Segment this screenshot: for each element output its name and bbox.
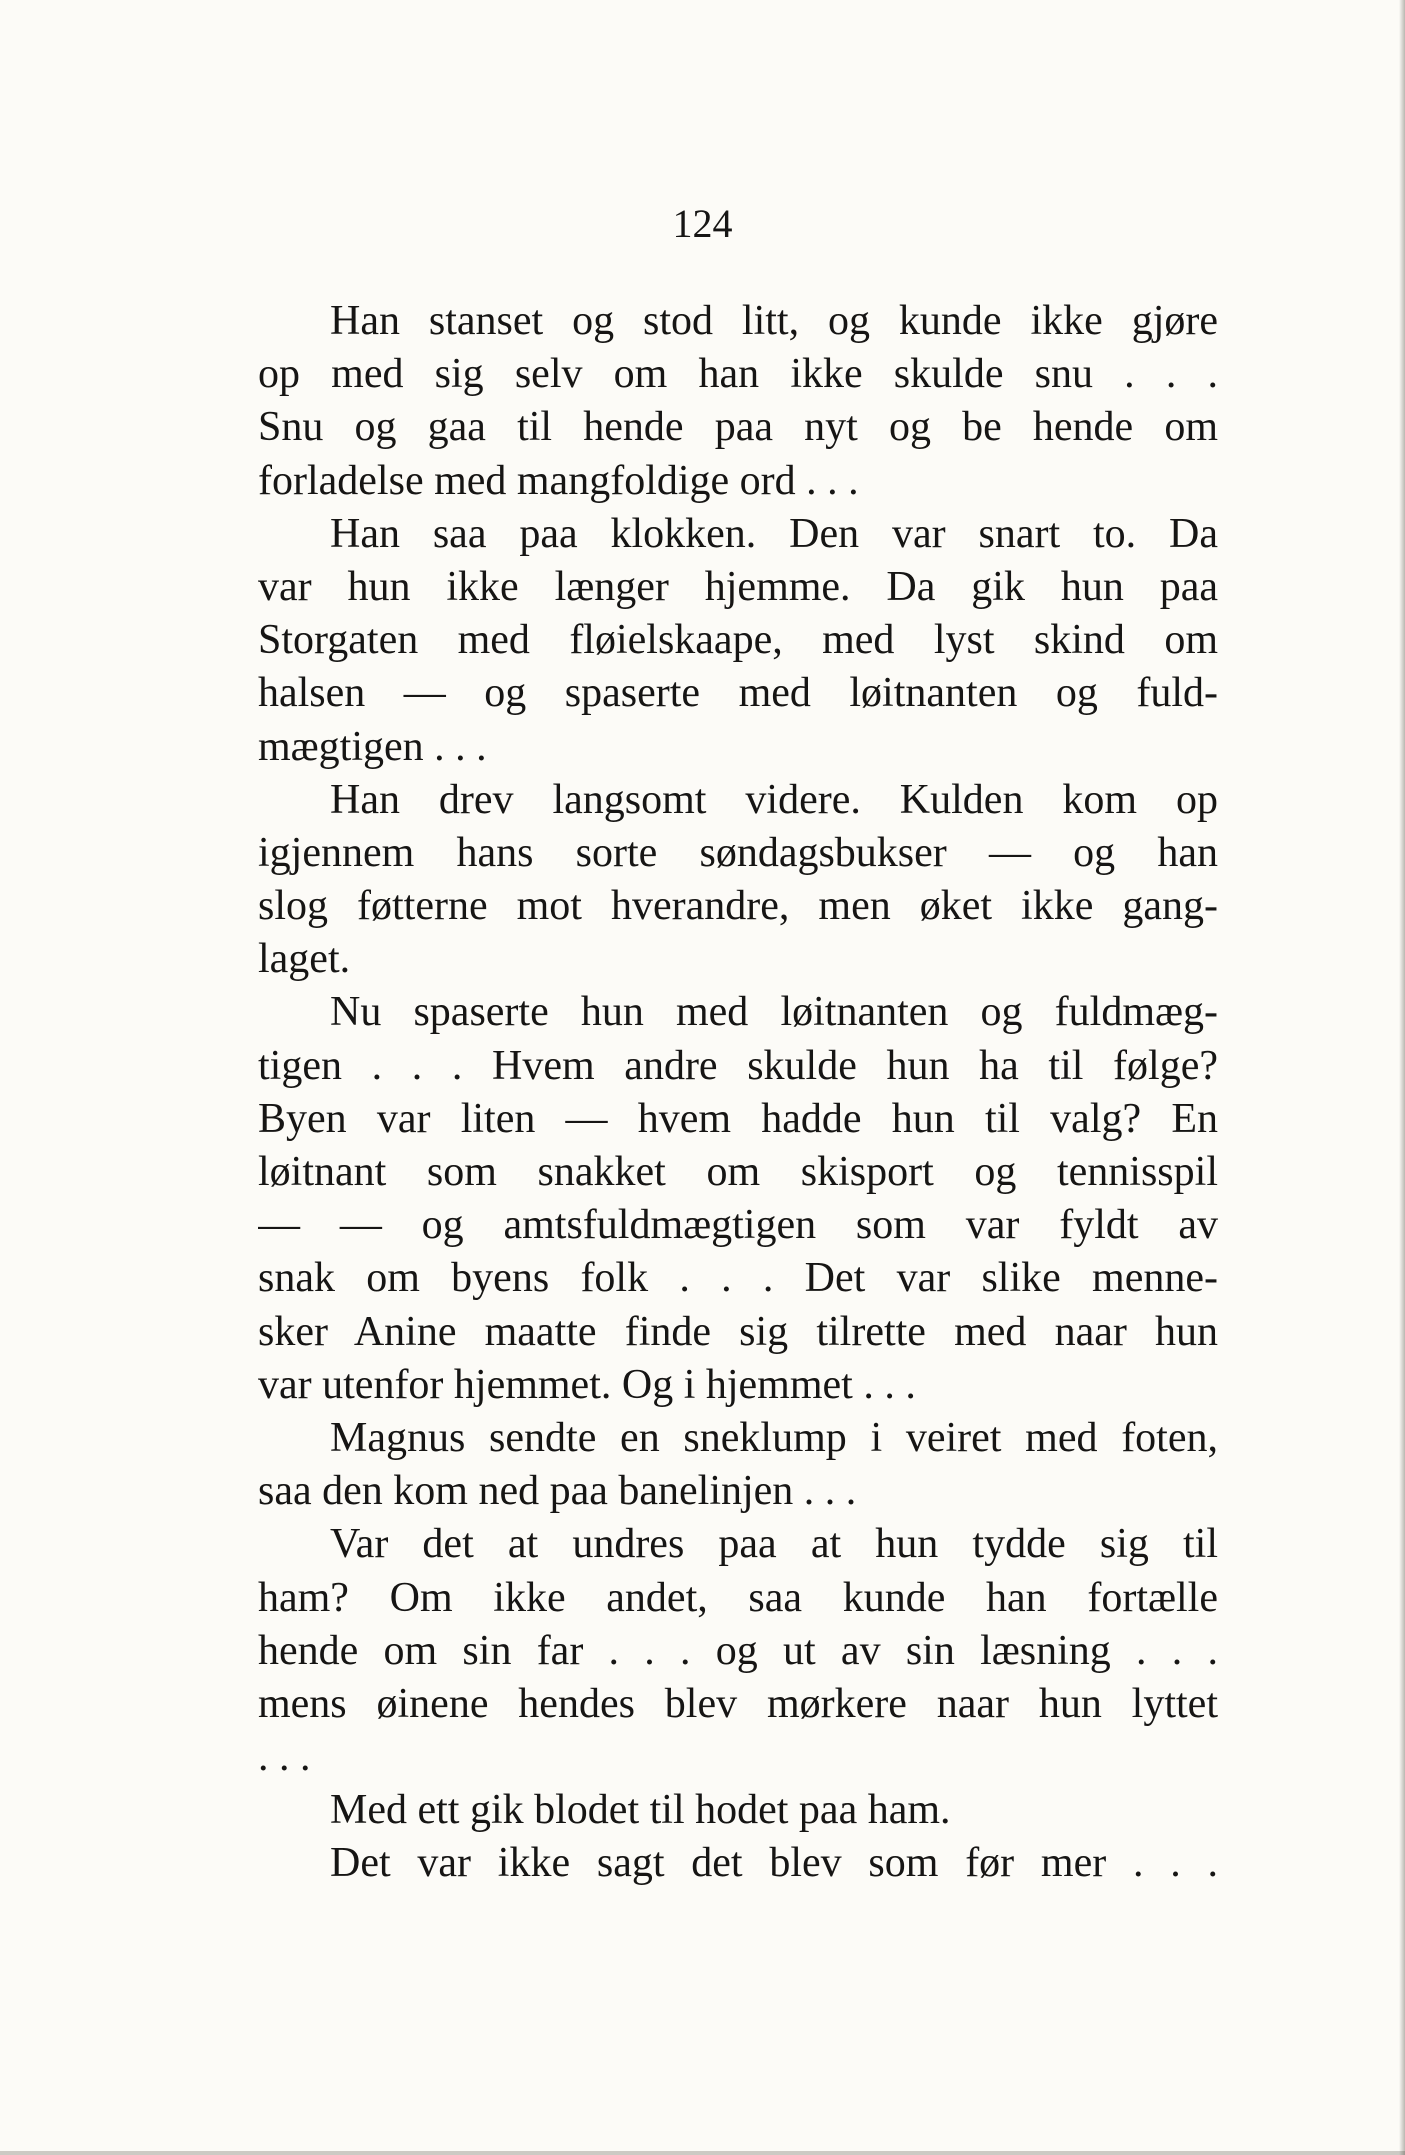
text-line: snak om byens folk . . . Det var slike menne- <box>258 1255 1218 1302</box>
text-line: Med ett gik blodet til hodet paa ham. <box>330 1787 951 1834</box>
text-line: forladelse med mangfoldige ord . . . <box>258 457 859 504</box>
text-line: mægtigen . . . <box>258 723 487 770</box>
text-line: Var det at undres paa at hun tydde sig til <box>330 1521 1218 1568</box>
text-line: halsen — og spaserte med løitnanten og fuld- <box>258 670 1218 717</box>
text-line: hende om sin far . . . og ut av sin læsning . . . <box>258 1627 1218 1674</box>
text-line: sker Anine maatte finde sig tilrette med naar hun <box>258 1308 1218 1355</box>
text-line: Han saa paa klokken. Den var snart to. Da <box>330 510 1218 557</box>
page-edge-shadow-bottom <box>0 2151 1405 2155</box>
text-line: slog føtterne mot hverandre, men øket ikke gang- <box>258 883 1218 930</box>
text-line: Byen var liten — hvem hadde hun til valg? En <box>258 1095 1218 1142</box>
text-line: Det var ikke sagt det blev som før mer . . . <box>330 1840 1218 1887</box>
text-line: tigen . . . Hvem andre skulde hun ha til følge? <box>258 1042 1218 1089</box>
text-line: igjennem hans sorte søndagsbukser — og han <box>258 829 1218 876</box>
text-line: . . . <box>258 1734 311 1781</box>
text-line: saa den kom ned paa banelinjen . . . <box>258 1468 857 1515</box>
text-line: laget. <box>258 936 351 983</box>
body-text <box>258 295 1218 1891</box>
text-line: Storgaten med fløielskaape, med lyst skind om <box>258 617 1218 664</box>
text-line: Han stanset og stod litt, og kunde ikke gjøre <box>330 298 1218 344</box>
page-edge-shadow <box>1399 0 1405 2155</box>
text-line: var utenfor hjemmet. Og i hjemmet . . . <box>258 1361 916 1408</box>
text-line: Snu og gaa til hende paa nyt og be hende om <box>258 404 1218 451</box>
page-number: 124 <box>672 201 733 246</box>
text-line: mens øinene hendes blev mørkere naar hun lyttet <box>258 1680 1218 1727</box>
text-line: op med sig selv om han ikke skulde snu . . . <box>258 351 1218 398</box>
text-line: var hun ikke længer hjemme. Da gik hun paa <box>258 563 1218 610</box>
text-line: Han drev langsomt videre. Kulden kom op <box>330 776 1218 823</box>
text-line: Nu spaserte hun med løitnanten og fuldmæg- <box>330 989 1218 1036</box>
text-line: — — og amtsfuldmægtigen som var fyldt av <box>258 1202 1218 1249</box>
text-line: ham? Om ikke andet, saa kunde han fortælle <box>258 1574 1218 1621</box>
text-line: Magnus sendte en sneklump i veiret med foten, <box>330 1414 1218 1461</box>
text-line: løitnant som snakket om skisport og tennisspil <box>258 1149 1218 1195</box>
